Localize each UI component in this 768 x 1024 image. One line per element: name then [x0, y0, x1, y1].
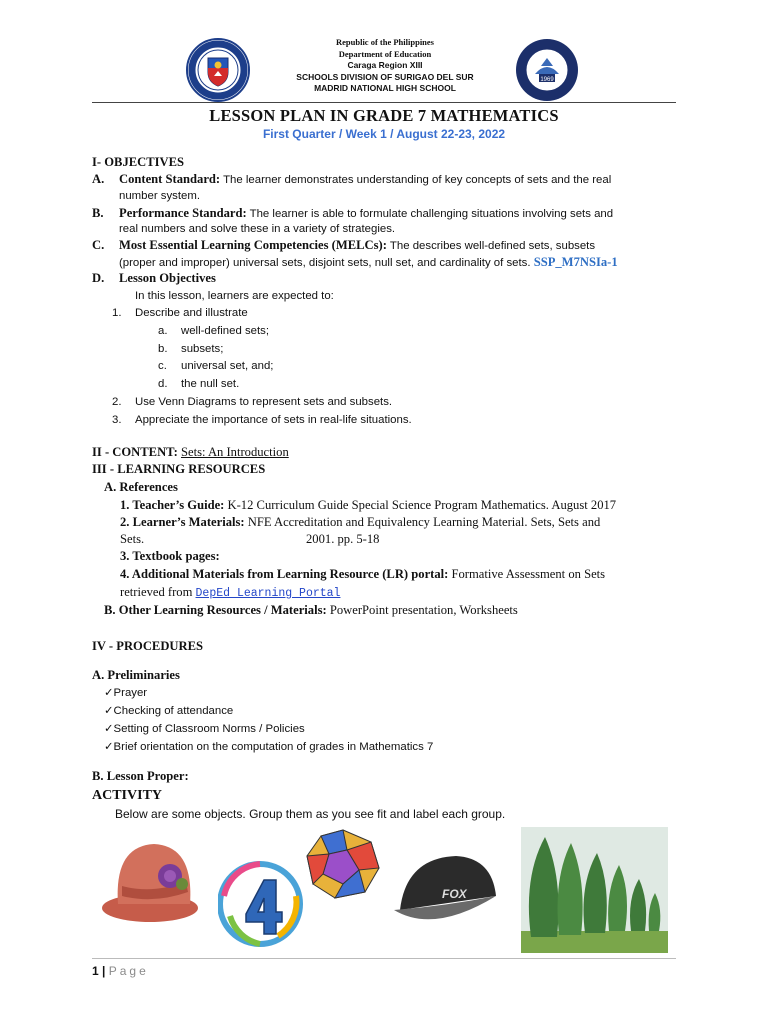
list-marker: c.: [158, 360, 167, 372]
list-marker: 3.: [112, 414, 122, 426]
melcs-text: (proper and improper) universal sets, disjoint sets, null set, and cardinality of sets.: [119, 257, 531, 269]
resources-heading: III - LEARNING RESOURCES: [92, 462, 266, 476]
letterhead-line: Department of Education: [338, 48, 432, 59]
hat-image: [100, 826, 210, 936]
procedures-heading: IV - PROCEDURES: [92, 639, 204, 653]
deped-portal-link[interactable]: DepEd Learning Portal: [195, 587, 341, 600]
performance-standard-label: Performance Standard:: [119, 206, 247, 220]
polyhedron-image: [305, 828, 381, 900]
performance-standard-text: real numbers and solve these in a variety of strategies.: [119, 223, 396, 235]
melc-code: SSP_M7NSIa-1: [533, 255, 618, 269]
list-marker: C.: [92, 238, 105, 252]
trees-image: [521, 827, 668, 953]
other-resources-text: PowerPoint presentation, Worksheets: [326, 603, 518, 617]
references-label: A. References: [104, 480, 178, 494]
content-standard-label: Content Standard:: [119, 172, 221, 186]
performance-standard-text: The learner is able to formulate challenging situations involving sets and: [246, 208, 614, 220]
checklist-item: ✓Checking of attendance: [104, 705, 234, 717]
list-item: Appreciate the importance of sets in real-life situations.: [135, 414, 412, 426]
melcs: [119, 237, 595, 255]
list-marker: B.: [92, 206, 104, 220]
activity-instruction: Below are some objects. Group them as you see fit and label each group.: [115, 807, 506, 821]
checklist-item: ✓Prayer: [104, 687, 148, 699]
content-standard-text: The learner demonstrates understanding of key concepts of sets and the real: [220, 174, 612, 186]
letterhead-line: MADRID NATIONAL HIGH SCHOOL: [314, 83, 456, 93]
school-seal: [515, 38, 579, 102]
learners-materials-label: 2. Learner’s Materials:: [120, 515, 245, 529]
list-marker: 1.: [112, 307, 122, 319]
header-rule: [92, 102, 676, 103]
list-item: subsets;: [181, 343, 224, 355]
teachers-guide: [120, 497, 616, 514]
melcs-label: Most Essential Learning Competencies (MELCs):: [119, 238, 387, 252]
objectives-heading: I- OBJECTIVES: [92, 155, 185, 169]
letterhead-line: SCHOOLS DIVISION OF SURIGAO DEL SUR: [296, 71, 474, 82]
page-title: LESSON PLAN IN GRADE 7 MATHEMATICS: [209, 106, 559, 125]
teachers-guide-text: K-12 Curriculum Guide Special Science Program Mathematics. August 2017: [224, 498, 617, 512]
page-number: 1: [92, 964, 99, 978]
list-marker: A.: [92, 172, 105, 186]
additional-materials-text: Formative Assessment on Sets: [448, 567, 606, 581]
check-icon: ✓: [104, 687, 114, 699]
learners-materials-text: Sets.: [120, 532, 145, 546]
check-icon: ✓: [104, 723, 114, 735]
lesson-objectives-label: Lesson Objectives: [119, 271, 216, 285]
letterhead-line: Republic of the Philippines: [335, 37, 434, 47]
checklist-item: ✓Brief orientation on the computation of grades in Mathematics 7: [104, 741, 434, 753]
cap-image: [390, 850, 502, 932]
school-seal-year: 1969: [540, 77, 554, 83]
list-marker: d.: [158, 378, 168, 390]
page-word: Page: [108, 964, 149, 978]
additional-materials: [120, 584, 340, 602]
additional-materials-text: retrieved from: [120, 585, 196, 599]
other-resources-label: B. Other Learning Resources / Materials:: [104, 603, 327, 617]
checklist-item: ✓Setting of Classroom Norms / Policies: [104, 723, 305, 735]
additional-materials-label: 4. Additional Materials from Learning Resource (LR) portal:: [120, 567, 449, 581]
content-standard-text: number system.: [119, 190, 201, 202]
list-item: Describe and illustrate: [135, 307, 248, 319]
content-standard: [119, 171, 611, 189]
page-footer: [92, 964, 149, 978]
other-resources: [104, 602, 518, 619]
page-subtitle: First Quarter / Week 1 / August 22-23, 2022: [262, 127, 506, 141]
list-marker: a.: [158, 325, 168, 337]
letterhead-line: Caraga Region XIII: [347, 60, 423, 70]
check-icon: ✓: [104, 741, 114, 753]
list-item: universal set, and;: [181, 360, 274, 372]
textbook-pages-label: 3. Textbook pages:: [120, 549, 220, 563]
additional-materials: [120, 566, 605, 583]
content-topic: Sets: An Introduction: [181, 445, 289, 459]
activity-heading: ACTIVITY: [92, 788, 163, 803]
list-marker: D.: [92, 271, 105, 285]
svg-text:FOX: FOX: [442, 887, 467, 901]
check-icon: ✓: [104, 705, 114, 717]
number-four-image: [218, 856, 303, 948]
melcs-text: The describes well-defined sets, subsets: [386, 240, 596, 252]
list-item: the null set.: [181, 378, 240, 390]
footer-rule: [92, 958, 676, 959]
learners-materials-text: 2001. pp. 5-18: [306, 532, 380, 546]
list-marker: b.: [158, 343, 168, 355]
learners-materials-text: NFE Accreditation and Equivalency Learning Material. Sets, Sets and: [244, 515, 601, 529]
deped-seal: [186, 38, 250, 102]
preliminaries-label: A. Preliminaries: [92, 668, 180, 682]
letterhead: [250, 37, 520, 95]
learners-materials: [120, 514, 600, 531]
teachers-guide-label: 1. Teacher’s Guide:: [120, 498, 225, 512]
list-marker: 2.: [112, 396, 122, 408]
list-item: well-defined sets;: [181, 325, 270, 337]
footer-separator: |: [102, 964, 106, 978]
list-item: Use Venn Diagrams to represent sets and subsets.: [135, 396, 393, 408]
content-section: [92, 444, 289, 461]
content-label: II - CONTENT:: [92, 445, 178, 459]
lesson-proper-label: B. Lesson Proper:: [92, 769, 189, 783]
lesson-objectives-intro: In this lesson, learners are expected to:: [135, 290, 334, 302]
